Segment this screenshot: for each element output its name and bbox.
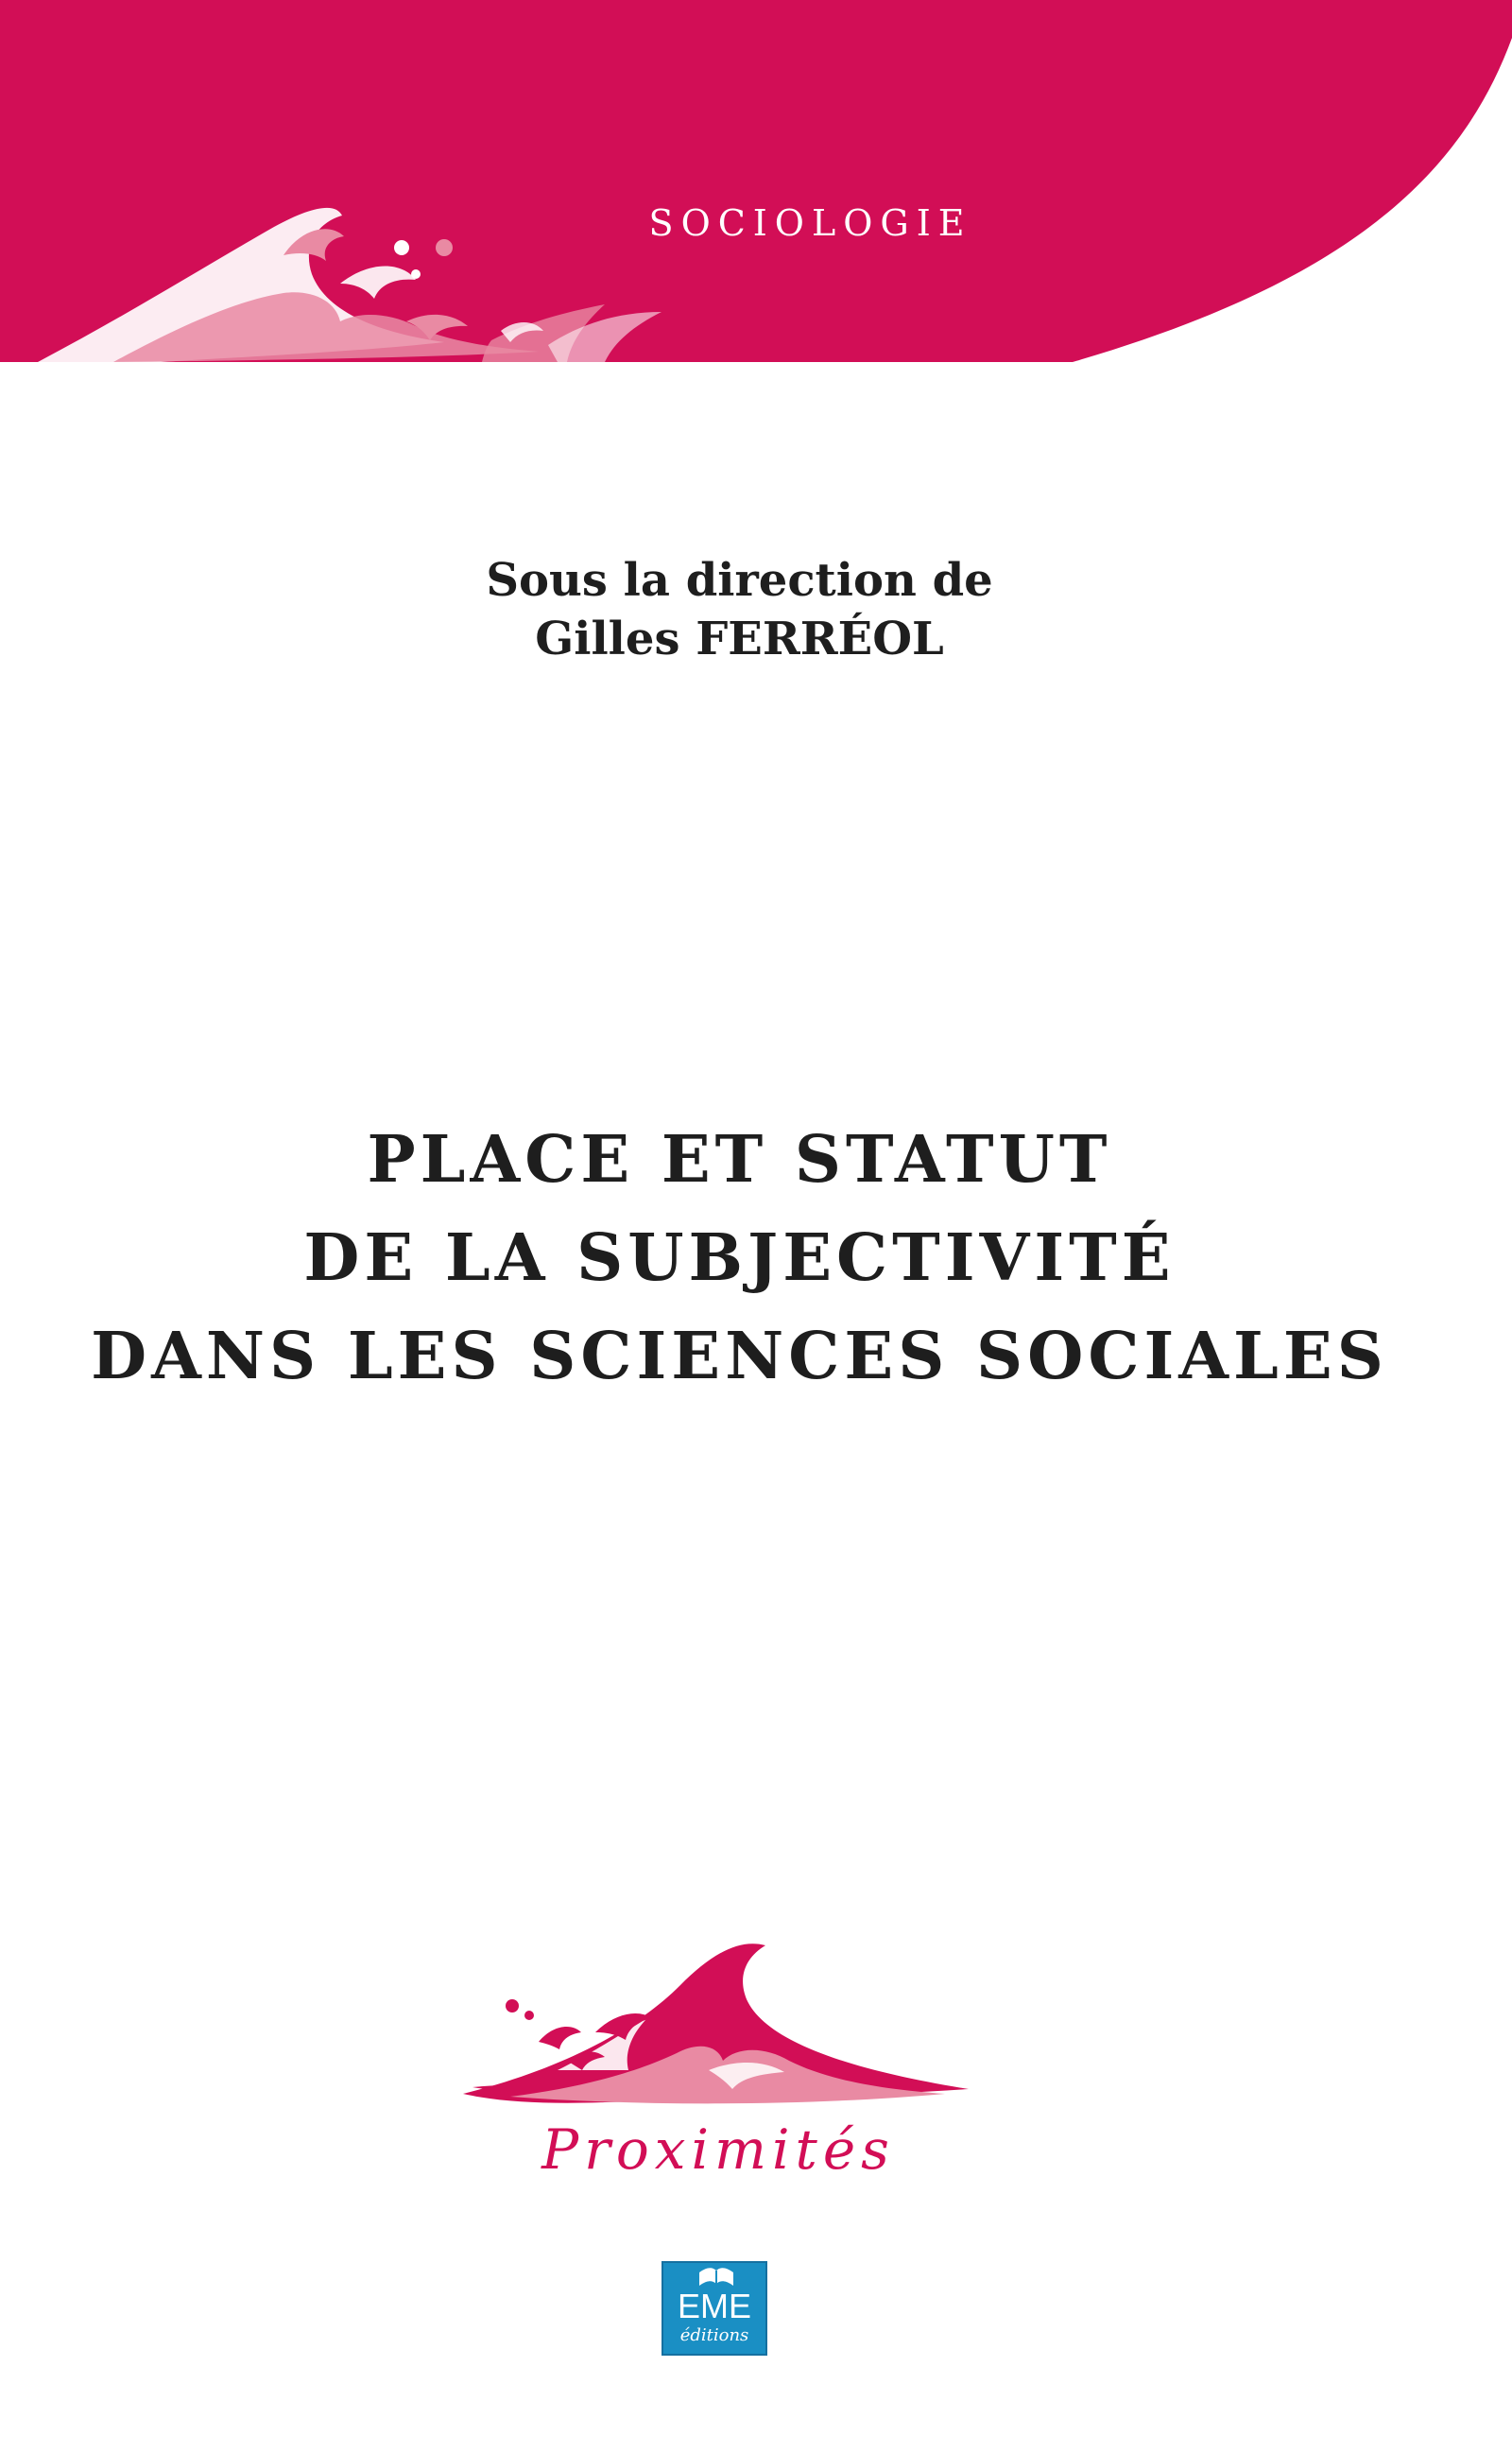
title-line-1: PLACE ET STATUT [367,1122,1112,1198]
editor-block [0,551,1479,668]
title-line-2: DE LA SUBJECTIVITÉ [303,1220,1176,1296]
top-band-wave-icon [0,0,1512,378]
top-band [0,0,1512,378]
publisher-logo [662,2261,767,2356]
editor-prefix: Sous la direction de [486,554,993,607]
editor-name: Gilles FERRÉOL [535,613,944,665]
title-line-3: DANS LES SCIENCES SOCIALES [91,1319,1388,1394]
wave-icon [454,1928,983,2136]
series-name: Proximités [541,2117,895,2182]
book-title [0,1111,1479,1406]
collection-label: SOCIOLOGIE [648,202,972,244]
publisher-name: EME [677,2287,751,2325]
publisher-subtitle: éditions [679,2325,749,2345]
